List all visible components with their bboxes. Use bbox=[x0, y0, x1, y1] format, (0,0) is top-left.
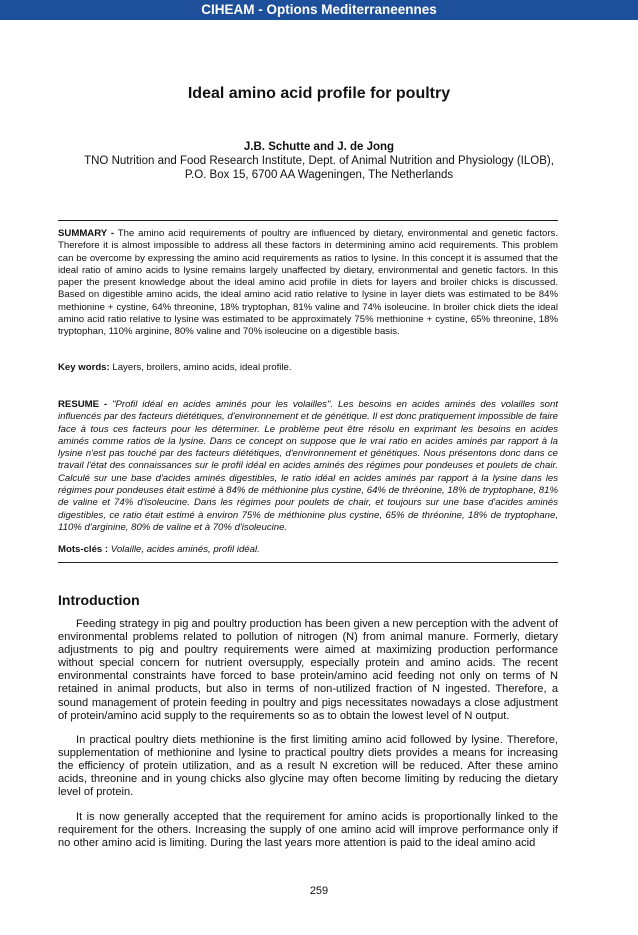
motscles-text: Volaille, acides aminés, profil idéal. bbox=[108, 544, 260, 555]
journal-banner: CIHEAM - Options Mediterraneennes bbox=[0, 0, 638, 20]
summary-text: The amino acid requirements of poultry are influenced by dietary, environmental and genetic factors. Therefore it is almost impossible to address all these factors in determining amino acid requirements. This problem can be overcome by expressing the amino acid requirements as ratios to lysine. In this concept it is assumed that the ideal ratio of amino acids to lysine remains largely unaffected by dietary, environmental and genetic factors. In this paper the present knowledge about the ideal amino acid profile in diets for layers and broiler chicks is discussed. Based on digestible amino acids, the ideal amino acid ratio relative to lysine in layer diets was estimated to be 84% methionine + cystine, 64% threonine, 18% tryptophan, 81% valine and 74% isoleucine. In broiler chick diets the ideal amino acid ratio relative to lysine was estimated to be approximately 75% methionine + cystine, 65% threonine, 18% tryptophan, 110% arginine, 80% valine and 70% isoleucine on a digestible basis. bbox=[58, 228, 558, 338]
intro-paragraph-2: In practical poultry diets methionine is the first limiting amino acid followed by lysine. Therefore, supplementation of methionine and lysine to practical poultry diets provides a means for increasing the efficiency of protein utilization, and as a result N excretion will be reduced. After these amino acids, threonine and in young chicks also glycine may often become limiting by reducing the dietary level of protein. bbox=[58, 734, 558, 799]
keywords-label: Key words: bbox=[58, 362, 110, 373]
paper-authors: J.B. Schutte and J. de Jong bbox=[243, 141, 395, 153]
motscles-label: Mots-clés : bbox=[58, 544, 109, 555]
keywords-text: Layers, broilers, amino acids, ideal profile. bbox=[109, 362, 292, 373]
paper-title: Ideal amino acid profile for poultry bbox=[187, 85, 451, 102]
abstract-top-rule bbox=[58, 220, 558, 221]
intro-paragraph-1: Feeding strategy in pig and poultry production has been given a new perception with the advent of environmental problems related to pollution of nitrogen (N) from animal manure. Formerly, dietary adjustments to pig and poultry requirements were aimed at maximizing production performance without special concern for nutrient oversupply, especially protein and amino acids. The recent environmental constraints have forced to base protein/amino acid feeding not only on terms of N retained in animal products, but also in terms of non-utilized fraction of N ingested. Therefore, a sound management of protein feeding in poultry and pigs necessitates nowadays a close adjustment of protein/amino acid supply to the requirements so as to obtain the lowest level of N output. bbox=[58, 618, 558, 722]
affiliation-line-2: P.O. Box 15, 6700 AA Wageningen, The Netherlands bbox=[184, 169, 454, 181]
abstract-bottom-rule bbox=[58, 562, 558, 563]
summary-paragraph bbox=[58, 228, 558, 339]
section-heading-introduction: Introduction bbox=[58, 592, 140, 608]
author-affiliation bbox=[40, 154, 598, 182]
intro-paragraph-3: It is now generally accepted that the requirement for amino acids is proportionally linked to the requirement for the others. Increasing the supply of one amino acid will improve performance only if no other amino acid is limiting. During the last years more attention is paid to the ideal amino acid bbox=[58, 811, 558, 850]
motscles-line bbox=[58, 544, 558, 556]
resume-label: RESUME - bbox=[58, 399, 108, 410]
keywords-line bbox=[58, 362, 558, 374]
summary-label: SUMMARY - bbox=[58, 228, 115, 239]
resume-text: "Profil idéal en acides aminés pour les volailles". Les besoins en acides aminés des volailles sont influencés par des facteurs diététiques, d'environnement et de génétique. Il est donc pratiquement impossible de faire face à tous ces facteurs pour les déterminer. Le problème peut être résolu en exprimant les besoins en acides aminés comme ratios de la lysine. Dans ce concept on suppose que le vrai ratio en acides aminés par rapport à la lysine n'est pas touché par des facteurs diététiques, d'environnement et génétiques. Nous présentons donc dans ce travail l'état des connaissances sur le profil idéal en acides aminés des régimes pour pondeuses et poulets de chair. Calculé sur une base d'acides aminés digestibles, le ratio idéal en acides aminés par rapport à la lysine dans les régimes pour pondeuses était estimé à 84% de méthionine plus cystine, 64% de thréonine, 18% de tryptophane, 81% de valine et 74% d'isoleucine. Dans les régimes pour poulets de chair, et toujours sur une base d'acides aminés digestibles, ce ratio était estimé à environ 75% de méthionine plus cystine, 65% de thréonine, 18% de tryptophane, 110% d'arginine, 80% de valine et à 70% d'isoleucine. bbox=[58, 399, 558, 533]
page-number: 259 bbox=[309, 885, 329, 897]
affiliation-line-1: TNO Nutrition and Food Research Institute, Dept. of Animal Nutrition and Physiology (ILOB), bbox=[84, 155, 554, 167]
resume-paragraph bbox=[58, 399, 558, 534]
